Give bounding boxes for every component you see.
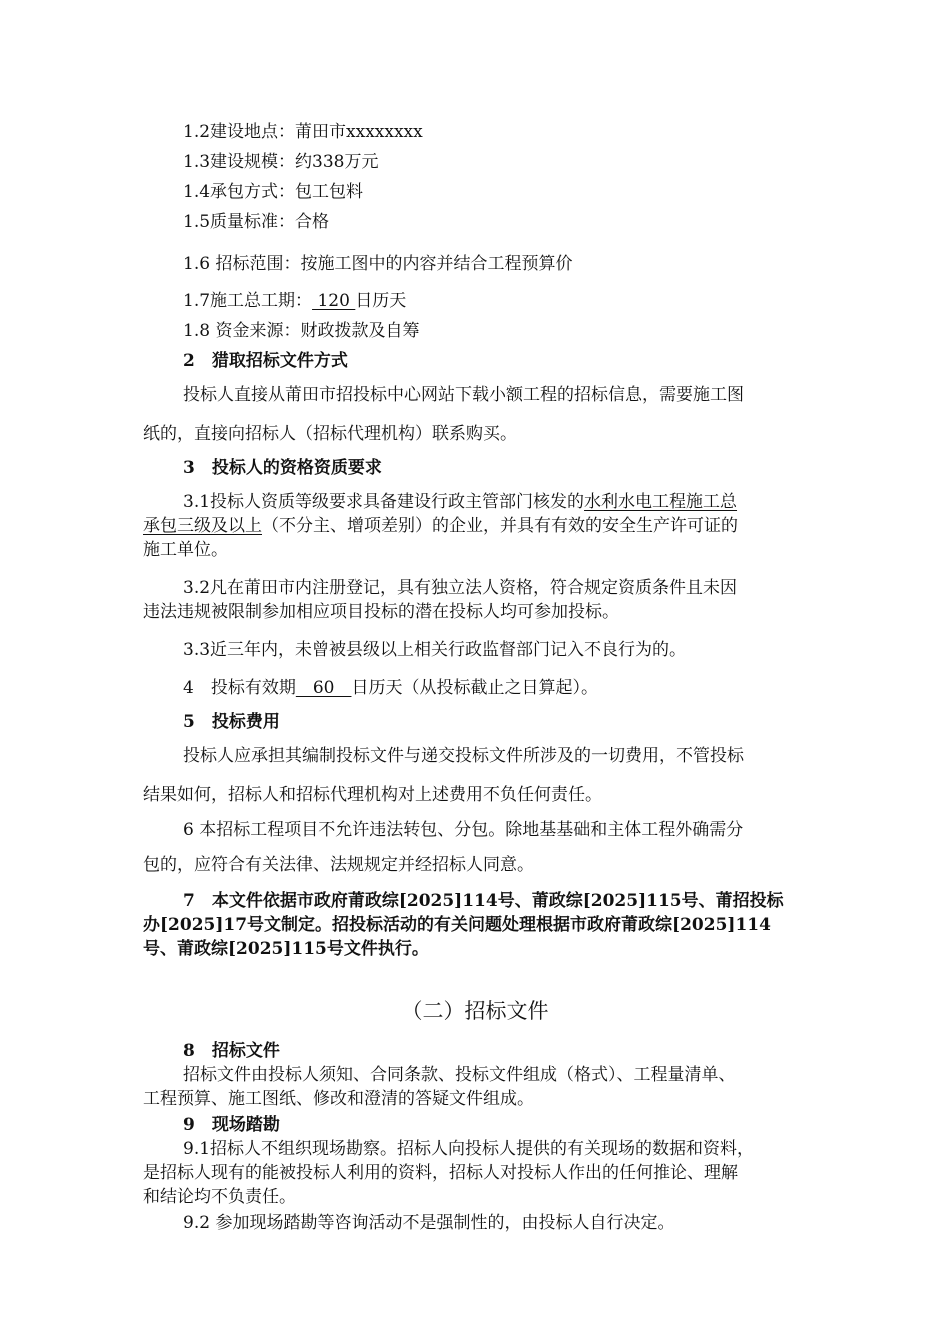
- section-4-bid-validity: [183, 677, 598, 699]
- section-2-heading: 2 猎取招标文件方式: [183, 351, 348, 371]
- item-1-5-quality-standard: 1.5质量标准：合格: [183, 212, 330, 232]
- section-heading-tender-documents: （二）招标文件: [401, 999, 549, 1023]
- section-5-paragraph-line-2: 结果如何，招标人和招标代理机构对上述费用不负任何责任。: [143, 785, 602, 805]
- item-9-1-line-1: 9.1招标人不组织现场勘察。招标人向投标人提供的有关现场的数据和资料，: [183, 1139, 755, 1159]
- item-1-7-label: 1.7施工总工期：: [183, 291, 313, 311]
- section-6-line-2: 包的，应符合有关法律、法规规定并经招标人同意。: [143, 855, 534, 875]
- item-1-8-funding-source: 1.8 资金来源：财政拨款及自筹: [183, 321, 420, 341]
- item-1-2-location: 1.2建设地点：莆田市xxxxxxxx: [183, 122, 423, 142]
- section-7-line-3: 号、莆政综[2025]115号文件执行。: [143, 939, 429, 959]
- section-5-heading: 5 投标费用: [183, 712, 280, 732]
- section-4-label: 4 投标有效期: [183, 678, 296, 698]
- item-3-1-line-2: [143, 515, 738, 537]
- item-3-1-line-1: [183, 491, 737, 513]
- item-3-3: 3.3近三年内，未曾被县级以上相关行政监督部门记入不良行为的。: [183, 640, 687, 660]
- item-3-1-qualification-underlined: 水利水电工程施工总: [584, 492, 738, 512]
- section-8-paragraph-line-1: 招标文件由投标人须知、合同条款、投标文件组成（格式）、工程量清单、: [183, 1065, 736, 1085]
- section-4-unit: 日历天（从投标截止之日算起）。: [351, 678, 598, 698]
- item-1-7-unit: 日历天: [355, 291, 407, 311]
- section-6-line-1: 6 本招标工程项目不允许违法转包、分包。除地基基础和主体工程外确需分: [183, 820, 744, 840]
- section-2-paragraph-line-2: 纸的，直接向招标人（招标代理机构）联系购买。: [143, 424, 517, 444]
- item-1-6-tender-scope: 1.6 招标范围：按施工图中的内容并结合工程预算价: [183, 254, 573, 274]
- section-7-line-2: 办[2025]17号文制定。招投标活动的有关问题处理根据市政府莆政综[2025]114: [143, 915, 771, 935]
- item-3-1-line-3: 施工单位。: [143, 540, 228, 560]
- item-1-7-construction-period: [183, 290, 406, 312]
- section-3-heading: 3 投标人的资格资质要求: [183, 458, 382, 478]
- item-3-1-text-cont: （不分主、增项差别）的企业，并具有有效的安全生产许可证的: [262, 516, 738, 536]
- item-3-1-qualification-level-underlined: 承包三级及以上: [143, 516, 262, 536]
- section-2-paragraph-line-1: 投标人直接从莆田市招投标中心网站下载小额工程的招标信息，需要施工图: [183, 385, 744, 405]
- item-9-1-line-2: 是招标人现有的能被投标人利用的资料，招标人对投标人作出的任何推论、理解: [143, 1163, 738, 1183]
- item-1-3-scale: 1.3建设规模：约338万元: [183, 152, 379, 172]
- section-5-paragraph-line-1: 投标人应承担其编制投标文件与递交投标文件所涉及的一切费用，不管投标: [183, 746, 744, 766]
- item-1-7-days-value: 120: [312, 291, 356, 311]
- section-9-heading: 9 现场踏勘: [183, 1115, 280, 1135]
- section-8-heading: 8 招标文件: [183, 1041, 280, 1061]
- item-3-2-line-1: 3.2凡在莆田市内注册登记，具有独立法人资格，符合规定资质条件且未因: [183, 578, 738, 598]
- item-9-1-line-3: 和结论均不负责任。: [143, 1187, 296, 1207]
- item-1-4-contract-method: 1.4承包方式：包工包料: [183, 182, 364, 202]
- item-9-2: 9.2 参加现场踏勘等咨询活动不是强制性的，由投标人自行决定。: [183, 1213, 675, 1233]
- section-4-days-value: 60: [295, 678, 352, 698]
- item-3-2-line-2: 违法违规被限制参加相应项目投标的潜在投标人均可参加投标。: [143, 602, 619, 622]
- item-3-1-text: 3.1投标人资质等级要求具备建设行政主管部门核发的: [183, 492, 585, 512]
- section-7-line-1: 7 本文件依据市政府莆政综[2025]114号、莆政综[2025]115号、莆招投标: [183, 891, 784, 911]
- section-8-paragraph-line-2: 工程预算、施工图纸、修改和澄清的答疑文件组成。: [143, 1089, 534, 1109]
